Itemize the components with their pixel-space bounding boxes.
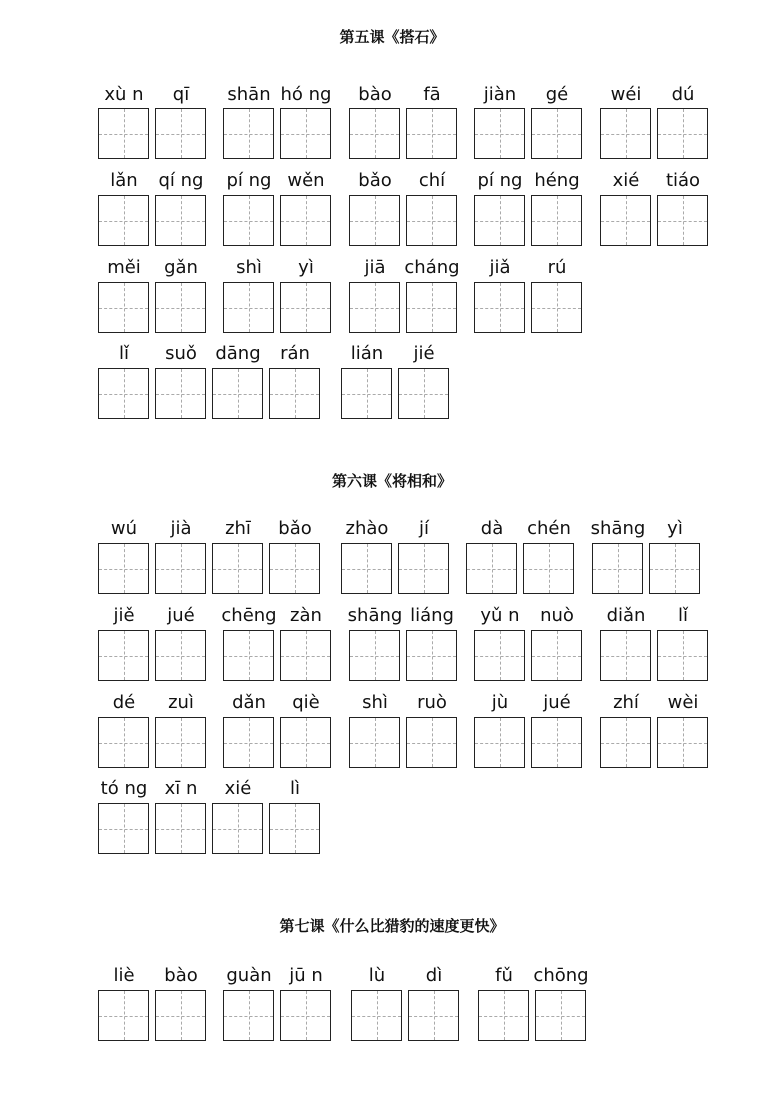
pinyin-label: chēng <box>221 605 277 626</box>
pinyin-label: jiě <box>113 605 135 626</box>
pinyin-label: lì <box>289 778 300 799</box>
writing-grid-box[interactable] <box>212 368 263 419</box>
writing-grid-box[interactable] <box>269 803 320 854</box>
lesson-title: 第六课《将相和》 <box>331 472 452 490</box>
pinyin-label: liáng <box>410 605 454 626</box>
pinyin-label: bào <box>164 965 198 986</box>
writing-grid-box[interactable] <box>657 717 708 768</box>
pinyin-label: jué <box>167 605 195 626</box>
pinyin-label: xié <box>224 778 252 799</box>
writing-grid-box[interactable] <box>600 108 651 159</box>
writing-grid-box[interactable] <box>280 282 331 333</box>
pinyin-label: chí <box>418 170 446 191</box>
pinyin-label: xù n <box>104 84 144 105</box>
pinyin-label: nuò <box>540 605 574 626</box>
pinyin-label: jiàn <box>483 84 517 105</box>
pinyin-label: chōng <box>533 965 589 986</box>
pinyin-label: jué <box>543 692 571 713</box>
writing-grid-box[interactable] <box>406 108 457 159</box>
writing-grid-box[interactable] <box>600 195 651 246</box>
writing-grid-box[interactable] <box>155 195 206 246</box>
pinyin-label: zuì <box>168 692 194 713</box>
writing-grid-box[interactable] <box>649 543 700 594</box>
pinyin-label: wú <box>110 518 138 539</box>
writing-grid-box[interactable] <box>280 630 331 681</box>
writing-grid-box[interactable] <box>474 108 525 159</box>
writing-grid-box[interactable] <box>223 282 274 333</box>
writing-grid-box[interactable] <box>466 543 517 594</box>
writing-grid-box[interactable] <box>657 630 708 681</box>
pinyin-label: wèi <box>667 692 699 713</box>
writing-grid-box[interactable] <box>98 803 149 854</box>
pinyin-label: pí ng <box>477 170 523 191</box>
pinyin-label: pí ng <box>226 170 272 191</box>
writing-grid-box[interactable] <box>155 543 206 594</box>
writing-grid-box[interactable] <box>531 630 582 681</box>
writing-grid-box[interactable] <box>478 990 529 1041</box>
writing-grid-box[interactable] <box>155 803 206 854</box>
pinyin-label: héng <box>534 170 580 191</box>
writing-grid-box[interactable] <box>349 717 400 768</box>
pinyin-label: lǐ <box>677 605 688 626</box>
writing-grid-box[interactable] <box>341 543 392 594</box>
writing-grid-box[interactable] <box>98 543 149 594</box>
writing-grid-box[interactable] <box>600 717 651 768</box>
pinyin-label: dāng <box>215 343 261 364</box>
writing-grid-box[interactable] <box>406 630 457 681</box>
pinyin-label: diǎn <box>606 605 646 626</box>
writing-grid-box[interactable] <box>223 990 274 1041</box>
writing-grid-box[interactable] <box>349 630 400 681</box>
writing-grid-box[interactable] <box>212 803 263 854</box>
pinyin-label: guàn <box>226 965 272 986</box>
writing-grid-box[interactable] <box>98 108 149 159</box>
writing-grid-box[interactable] <box>349 108 400 159</box>
writing-grid-box[interactable] <box>155 717 206 768</box>
writing-grid-box[interactable] <box>155 990 206 1041</box>
pinyin-label: lǎn <box>110 170 138 191</box>
pinyin-label: fǔ <box>495 965 513 986</box>
pinyin-label: zhī <box>225 518 251 539</box>
writing-grid-box[interactable] <box>223 195 274 246</box>
writing-grid-box[interactable] <box>474 717 525 768</box>
writing-grid-box[interactable] <box>280 717 331 768</box>
pinyin-label: jí <box>418 518 429 539</box>
pinyin-label: shì <box>236 257 262 278</box>
writing-grid-box[interactable] <box>349 195 400 246</box>
writing-grid-box[interactable] <box>398 368 449 419</box>
writing-grid-box[interactable] <box>474 282 525 333</box>
pinyin-label: jià <box>170 518 192 539</box>
writing-grid-box[interactable] <box>523 543 574 594</box>
writing-grid-box[interactable] <box>98 630 149 681</box>
pinyin-label: jiǎ <box>489 257 511 278</box>
pinyin-label: jié <box>413 343 435 364</box>
pinyin-label: qī <box>172 84 190 105</box>
pinyin-label: bǎo <box>358 170 392 191</box>
writing-grid-box[interactable] <box>155 630 206 681</box>
writing-grid-box[interactable] <box>474 195 525 246</box>
pinyin-label: dà <box>480 518 504 539</box>
writing-grid-box[interactable] <box>212 543 263 594</box>
pinyin-label: yì <box>667 518 683 539</box>
pinyin-label: dì <box>425 965 443 986</box>
pinyin-label: hó ng <box>280 84 332 105</box>
pinyin-label: lù <box>368 965 386 986</box>
pinyin-label: chén <box>527 518 571 539</box>
writing-grid-box[interactable] <box>535 990 586 1041</box>
pinyin-label: shì <box>362 692 388 713</box>
writing-grid-box[interactable] <box>341 368 392 419</box>
writing-grid-box[interactable] <box>531 108 582 159</box>
writing-grid-box[interactable] <box>98 368 149 419</box>
pinyin-label: shān <box>227 84 271 105</box>
writing-grid-box[interactable] <box>406 282 457 333</box>
pinyin-label: xié <box>612 170 640 191</box>
pinyin-label: ruò <box>417 692 447 713</box>
pinyin-label: yì <box>298 257 314 278</box>
pinyin-label: měi <box>107 257 141 278</box>
lesson-title: 第五课《搭石》 <box>339 28 445 46</box>
pinyin-label: shāng <box>347 605 403 626</box>
writing-grid-box[interactable] <box>280 990 331 1041</box>
writing-grid-box[interactable] <box>408 990 459 1041</box>
pinyin-label: qí ng <box>158 170 204 191</box>
writing-grid-box[interactable] <box>280 108 331 159</box>
writing-grid-box[interactable] <box>398 543 449 594</box>
writing-grid-box[interactable] <box>351 990 402 1041</box>
pinyin-label: shāng <box>590 518 646 539</box>
writing-grid-box[interactable] <box>531 282 582 333</box>
writing-grid-box[interactable] <box>269 368 320 419</box>
pinyin-label: cháng <box>404 257 460 278</box>
writing-grid-box[interactable] <box>223 717 274 768</box>
pinyin-label: gǎn <box>164 257 198 278</box>
pinyin-label: bǎo <box>278 518 312 539</box>
writing-grid-box[interactable] <box>98 195 149 246</box>
pinyin-label: jù <box>491 692 509 713</box>
writing-grid-box[interactable] <box>349 282 400 333</box>
pinyin-label: gé <box>545 84 569 105</box>
pinyin-label: dǎn <box>232 692 266 713</box>
writing-grid-box[interactable] <box>98 990 149 1041</box>
pinyin-label: tó ng <box>100 778 148 799</box>
writing-grid-box[interactable] <box>657 108 708 159</box>
writing-grid-box[interactable] <box>155 108 206 159</box>
writing-grid-box[interactable] <box>406 717 457 768</box>
writing-grid-box[interactable] <box>531 195 582 246</box>
writing-grid-box[interactable] <box>531 717 582 768</box>
writing-grid-box[interactable] <box>269 543 320 594</box>
writing-grid-box[interactable] <box>280 195 331 246</box>
pinyin-label: lián <box>350 343 384 364</box>
writing-grid-box[interactable] <box>223 108 274 159</box>
writing-grid-box[interactable] <box>155 282 206 333</box>
lesson-title: 第七课《什么比猎豹的速度更快》 <box>279 917 505 935</box>
pinyin-label: bào <box>358 84 392 105</box>
pinyin-label: suǒ <box>165 343 197 364</box>
pinyin-label: rán <box>280 343 310 364</box>
pinyin-label: jiā <box>364 257 386 278</box>
writing-grid-box[interactable] <box>155 368 206 419</box>
pinyin-label: jū n <box>289 965 323 986</box>
pinyin-label: zhào <box>345 518 389 539</box>
pinyin-label: tiáo <box>665 170 701 191</box>
pinyin-label: yǔ n <box>480 605 520 626</box>
writing-grid-box[interactable] <box>600 630 651 681</box>
pinyin-label: zhí <box>613 692 639 713</box>
writing-grid-box[interactable] <box>98 282 149 333</box>
pinyin-label: wěn <box>287 170 325 191</box>
pinyin-label: wéi <box>610 84 642 105</box>
pinyin-label: liè <box>113 965 135 986</box>
writing-grid-box[interactable] <box>406 195 457 246</box>
pinyin-label: dú <box>671 84 695 105</box>
writing-grid-box[interactable] <box>592 543 643 594</box>
writing-grid-box[interactable] <box>657 195 708 246</box>
pinyin-label: zàn <box>290 605 322 626</box>
pinyin-label: dé <box>112 692 136 713</box>
pinyin-label: rú <box>547 257 567 278</box>
writing-grid-box[interactable] <box>98 717 149 768</box>
writing-grid-box[interactable] <box>474 630 525 681</box>
pinyin-label: lǐ <box>118 343 129 364</box>
pinyin-label: qiè <box>292 692 320 713</box>
writing-grid-box[interactable] <box>223 630 274 681</box>
pinyin-label: xī n <box>164 778 198 799</box>
pinyin-label: fā <box>423 84 441 105</box>
